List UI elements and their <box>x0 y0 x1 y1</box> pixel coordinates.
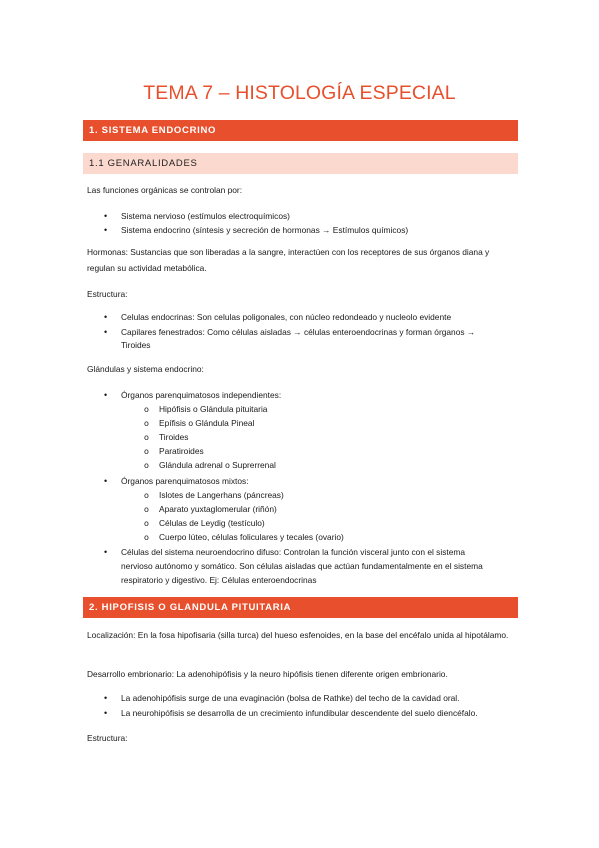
sub-list-item: Células de Leydig (testículo) <box>159 518 265 528</box>
sub-list-item: Islotes de Langerhans (páncreas) <box>159 490 284 500</box>
estructura-label: Estructura: <box>87 733 128 743</box>
desarrollo-paragraph: Desarrollo embrionario: La adenohipófisis y la neuro hipófisis tienen diferente origen embrionario. <box>87 669 448 679</box>
sub-bullet-icon: o <box>144 519 149 528</box>
intro-text: Las funciones orgánicas se controlan por: <box>87 185 243 195</box>
subsection-heading-generalidades: 1.1 GENARALIDADES <box>83 153 518 174</box>
localizacion-paragraph: Localización: En la fosa hipofisaria (silla turca) del hueso esfenoides, en la base del encéfalo unida al hipotálamo. <box>87 630 509 640</box>
bullet-icon: • <box>104 327 108 337</box>
sub-list-item: Epífisis o Glándula Pineal <box>159 418 255 428</box>
bullet-icon: • <box>104 547 108 557</box>
list-item: Celulas endocrinas: Son celulas poligonales, con núcleo redondeado y nucleolo evidente <box>121 312 452 322</box>
list-item-continuation: nervioso autónomo y somático. Son células aisladas que actúan fundamentalmente en el sistema <box>121 561 483 571</box>
section-heading-sistema-endocrino: 1. SISTEMA ENDOCRINO <box>83 120 518 141</box>
glandulas-label: Glándulas y sistema endocrino: <box>87 364 204 374</box>
sub-list-item: Hipófisis o Glándula pituitaria <box>159 404 268 414</box>
list-item-continuation: Tiroides <box>121 340 151 350</box>
list-item: Capilares fenestrados: Como células aisladas → células enteroendocrinas y forman órganos → <box>121 327 476 337</box>
list-item: Sistema endocrino (síntesis y secreción de hormonas → Estímulos químicos) <box>121 225 409 235</box>
sub-bullet-icon: o <box>144 433 149 442</box>
sub-list-item: Tiroides <box>159 432 189 442</box>
sub-bullet-icon: o <box>144 461 149 470</box>
bullet-icon: • <box>104 693 108 703</box>
sub-bullet-icon: o <box>144 505 149 514</box>
list-item: Células del sistema neuroendocrino difuso: Controlan la función visceral junto con el sistema <box>121 547 466 557</box>
list-item: Órganos parenquimatosos mixtos: <box>121 476 249 486</box>
estructura-label: Estructura: <box>87 289 128 299</box>
list-item-continuation: respiratorio y digestivo. Ej: Células enteroendocrinas <box>121 575 317 585</box>
bullet-icon: • <box>104 312 108 322</box>
list-item: Órganos parenquimatosos independientes: <box>121 390 282 400</box>
sub-list-item: Aparato yuxtaglomerular (riñón) <box>159 504 277 514</box>
bullet-icon: • <box>104 225 108 235</box>
sub-bullet-icon: o <box>144 419 149 428</box>
list-item: La neurohipófisis se desarrolla de un crecimiento infundibular descendente del suelo diencéfalo. <box>121 708 478 718</box>
bullet-icon: • <box>104 390 108 400</box>
list-item: La adenohipófisis surge de una evaginación (bolsa de Rathke) del techo de la cavidad oral. <box>121 693 460 703</box>
bullet-icon: • <box>104 211 108 221</box>
bullet-icon: • <box>104 476 108 486</box>
sub-list-item: Glándula adrenal o Suprerrenal <box>159 460 276 470</box>
section-heading-hipofisis: 2. HIPOFISIS O GLANDULA PITUITARIA <box>83 597 518 618</box>
list-item: Sistema nervioso (estímulos electroquímicos) <box>121 211 290 221</box>
sub-list-item: Cuerpo lúteo, células foliculares y tecales (ovario) <box>159 532 344 542</box>
sub-bullet-icon: o <box>144 447 149 456</box>
sub-bullet-icon: o <box>144 405 149 414</box>
bullet-icon: • <box>104 708 108 718</box>
document-title: TEMA 7 – HISTOLOGÍA ESPECIAL <box>143 82 456 104</box>
sub-bullet-icon: o <box>144 491 149 500</box>
sub-bullet-icon: o <box>144 533 149 542</box>
hormonas-paragraph: Hormonas: Sustancias que son liberadas a la sangre, interactúen con los receptores de sus órganos diana y regulan su actividad metabólica. <box>87 247 490 273</box>
sub-list-item: Paratiroides <box>159 446 204 456</box>
